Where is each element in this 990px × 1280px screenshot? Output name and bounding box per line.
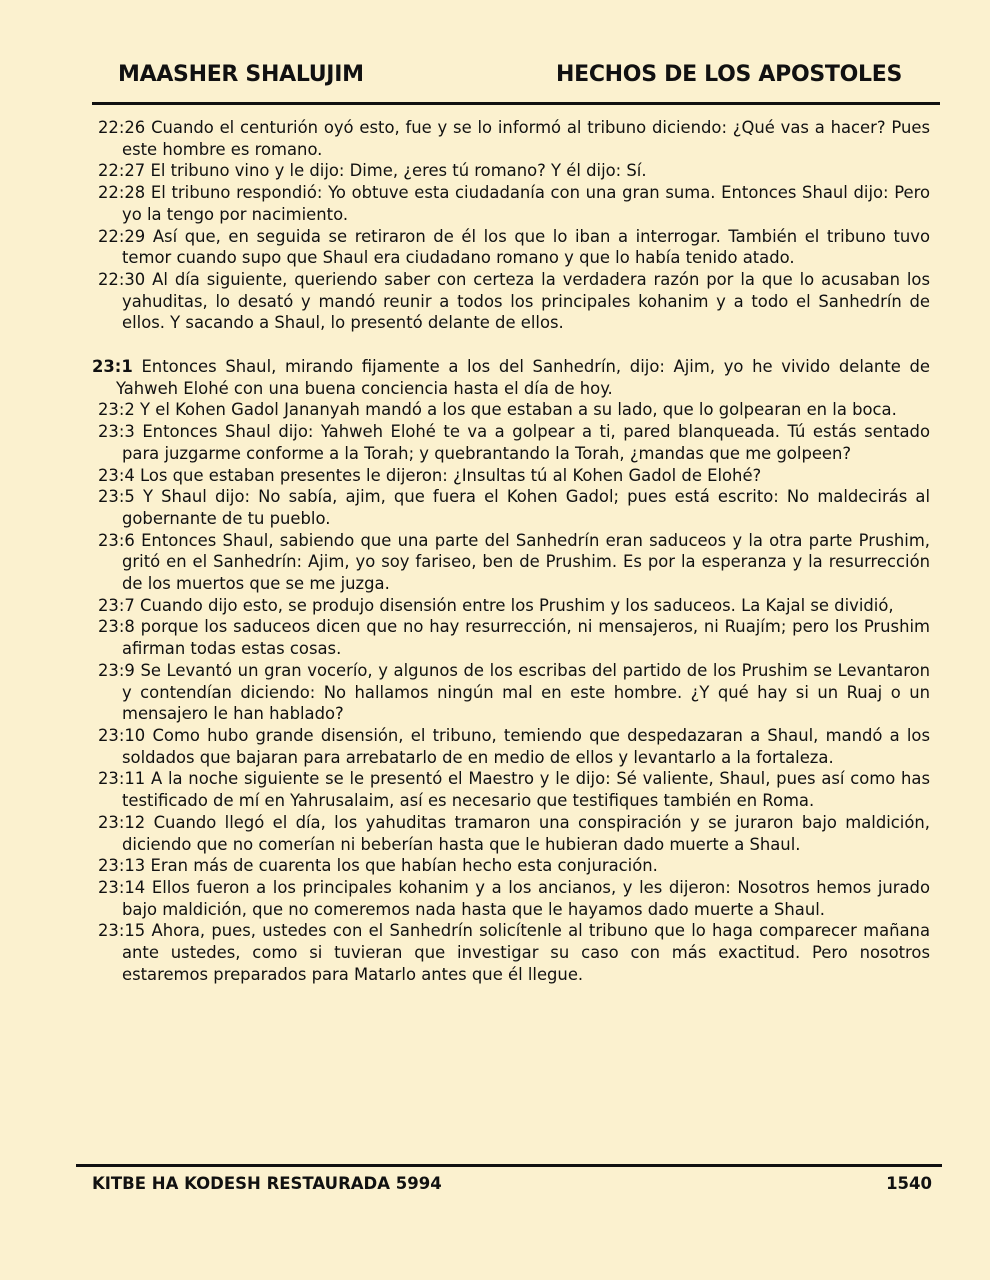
chapter-verse-number: 23:1 [92,357,133,377]
verse [98,768,930,811]
verse-text: porque los saduceos dicen que no hay resurrección, ni mensajeros, ni Ruajím; pero los Prushim afirman todas estas cosas. [122,617,930,659]
verse [98,595,930,617]
verse-number: 23:3 [98,422,135,442]
verse [98,812,930,855]
verse-text: Cuando dijo esto, se produjo disensión entre los Prushim y los saduceos. La Kajal se dividió, [140,595,894,615]
verse [98,616,930,659]
verse-number: 23:9 [98,660,135,680]
verse [98,725,930,768]
verse-text: Entonces Shaul, mirando fijamente a los del Sanhedrín, dijo: Ajim, yo he vivido delante de Yahweh Elohé con una buena conciencia hasta el día de hoy. [116,357,930,398]
verse-chapter-start [92,356,930,399]
verse-text: Y Shaul dijo: No sabía, ajim, que fuera el Kohen Gadol; pues está escrito: No maldecirás al gobernante de tu pueblo. [122,487,930,528]
verse-number: 23:12 [98,812,146,832]
verse [98,660,930,725]
verse [98,160,930,182]
verse [98,399,930,421]
verse [98,269,930,334]
verse-number: 22:28 [98,183,146,203]
verse-number: 23:8 [98,617,135,637]
verse [98,226,930,269]
verse [98,182,930,225]
verse-number: 23:14 [98,877,146,897]
verse-text: Ahora, pues, ustedes con el Sanhedrín solicítenle al tribuno que lo haga comparecer mañana ante ustedes, como si tuvieran que investigar su caso con más exactitud. Pero nosotros estaremos preparados para Matarlo antes que él llegue. [122,921,930,984]
page-footer [76,1164,942,1193]
verse-number: 23:4 [98,465,135,485]
verse-number: 22:29 [98,226,146,246]
verse [98,421,930,464]
verse-text: El tribuno respondió: Yo obtuve esta ciudadanía con una gran suma. Entonces Shaul dijo: Pero yo la tengo por nacimiento. [122,183,930,224]
verse-text: El tribuno vino y le dijo: Dime, ¿eres tú romano? Y él dijo: Sí. [150,161,647,181]
verse [98,486,930,529]
verse-text: Eran más de cuarenta los que habían hecho esta conjuración. [150,856,658,876]
verse-text: Como hubo grande disensión, el tribuno, temiendo que despedazaran a Shaul, mandó a los soldados que bajaran para arrebatarlo de en medio de ellos y levantarlo a la fortaleza. [122,725,930,767]
verse-number: 23:5 [98,487,135,507]
verse-number: 23:10 [98,725,146,745]
scripture-text [92,117,930,985]
book-title-spanish: HECHOS DE LOS APOSTOLES [556,62,902,87]
page-header [92,58,940,105]
verse-text: A la noche siguiente se le presentó el Maestro y le dijo: Sé valiente, Shaul, pues así como has testificado de mí en Yahrusalaim, así es necesario que testifiques también en Roma. [122,769,930,811]
verse [98,877,930,920]
verse-text: Ellos fueron a los principales kohanim y a los ancianos, y les dijeron: Nosotros hemos jurado bajo maldición, que no comeremos nada hasta que le hayamos dado muerte a Shaul. [122,877,930,919]
verse-text: Entonces Shaul, sabiendo que una parte del Sanhedrín eran saduceos y la otra parte Prushim, gritó en el Sanhedrín: Ajim, yo soy fariseo, ben de Prushim. Es por la esperanza y la resurrección de los muertos que se me juzga. [122,530,930,594]
verse-number: 22:30 [98,269,146,289]
verse [98,920,930,985]
page-number: 1540 [886,1174,932,1193]
verse-number: 22:26 [98,118,146,137]
verse-number: 23:11 [98,769,146,789]
verse-text: Entonces Shaul dijo: Yahweh Elohé te va a golpear a ti, pared blanqueada. Tú estás sentado para juzgarme conforme a la Torah; y quebrantando la Torah, ¿mandas que me golpeen? [122,422,930,463]
verse-text: Cuando el centurión oyó esto, fue y se lo informó al tribuno diciendo: ¿Qué vas a hacer? Pues este hombre es romano. [122,118,930,159]
verse-number: 23:13 [98,856,146,876]
verse [98,855,930,877]
verse-number: 23:15 [98,921,146,941]
verse-number: 23:6 [98,530,135,550]
book-title-hebrew: MAASHER SHALUJIM [118,62,364,87]
verse-text: Y el Kohen Gadol Jananyah mandó a los que estaban a su lado, que lo golpearan en la boca. [140,400,897,420]
verse-number: 23:2 [98,400,135,420]
verse-number: 22:27 [98,161,146,181]
verse-text: Se Levantó un gran vocerío, y algunos de los escribas del partido de los Prushim se Levantaron y contendían diciendo: No hallamos ningún mal en este hombre. ¿Y qué hay si un Ruaj o un mensajero le han hablado? [122,660,930,724]
verse-text: Al día siguiente, queriendo saber con certeza la verdadera razón por la que lo acusaban los yahuditas, lo desató y mandó reunir a todos los principales kohanim y a todo el Sanhedrín de ellos. Y sacando a Shaul, lo presentó delante de ellos. [122,269,930,333]
verse [98,465,930,487]
verse-text: Los que estaban presentes le dijeron: ¿Insultas tú al Kohen Gadol de Elohé? [140,465,762,485]
edition-title: KITBE HA KODESH RESTAURADA 5994 [92,1174,442,1193]
verse [98,117,930,160]
verse-text: Así que, en seguida se retiraron de él los que lo iban a interrogar. También el tribuno tuvo temor cuando supo que Shaul era ciudadano romano y que lo había tenido atado. [122,226,930,268]
verse-number: 23:7 [98,595,135,615]
verse-text: Cuando llegó el día, los yahuditas tramaron una conspiración y se juraron bajo maldición, diciendo que no comerían ni beberían hasta que le hubieran dado muerte a Shaul. [122,812,930,854]
verse [98,530,930,595]
